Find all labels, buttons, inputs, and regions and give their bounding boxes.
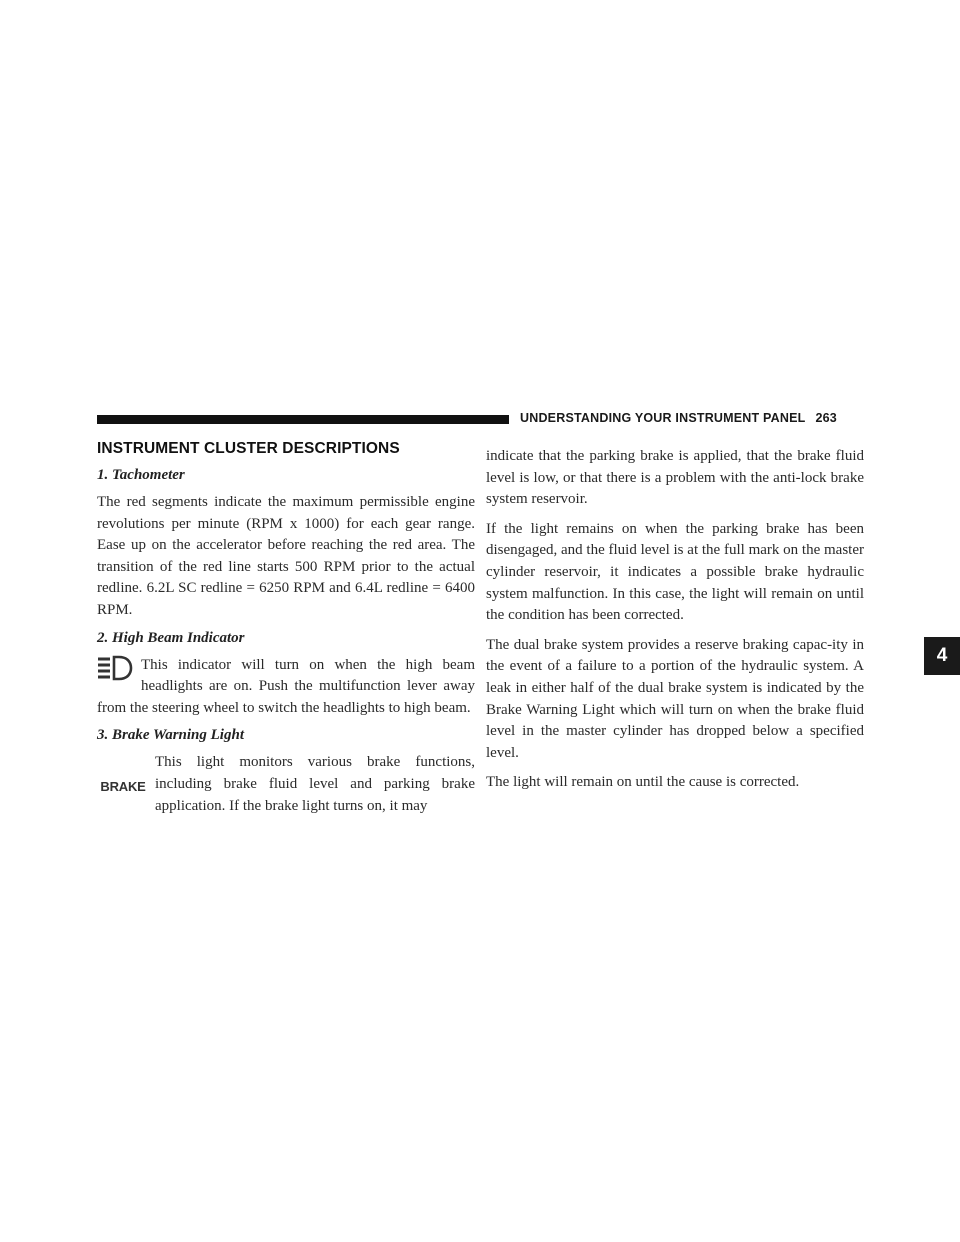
high-beam-title: 2. High Beam Indicator	[97, 629, 245, 646]
section-heading: INSTRUMENT CLUSTER DESCRIPTIONS	[97, 440, 400, 457]
brake-continued-paragraph: indicate that the parking brake is applied, that the brake fluid level is low, or that there is a problem with the anti-lock brake system reservoir.	[486, 448, 864, 508]
dual-brake-paragraph: The dual brake system provides a reserve braking capac-ity in the event of a failure to a portion of the hydraulic system. A leak in either half of the dual brake system is indicated by the Brake Warning Light which will turn on when the brake fluid level in the master cylinder has dropped below a specified level.	[486, 636, 864, 761]
brake-malfunction-paragraph: If the light remains on when the parking brake has been disengaged, and the fluid level is at the full mark on the master cylinder reservoir, it indicates a possible brake hydraulic system malfunction. In this case, the light will remain on until the condition has been corrected.	[486, 520, 864, 624]
high-beam-block	[97, 655, 475, 728]
brake-warning-icon	[97, 764, 149, 808]
left-column	[97, 440, 475, 825]
light-remains-paragraph: The light will remain on until the cause is corrected.	[486, 774, 800, 791]
tachometer-title: 1. Tachometer	[97, 467, 185, 483]
right-column	[486, 446, 864, 802]
tachometer-body: The red segments indicate the maximum permissible engine revolutions per minute (RPM x 1000) for each gear range. Ease up on the accelerator before reaching the red area. The transition of the red line starts 500 RPM prior to the actual redline. 6.2L SC redline = 6250 RPM and 6.4L redline = 6400 RPM.	[97, 494, 475, 618]
chapter-tab: 4	[924, 637, 960, 675]
high-beam-body: This indicator will turn on when the high beam headlights are on. Push the multifunction lever away from the steering wheel to switch the headlights to high beam.	[97, 656, 475, 716]
brake-icon-label: BRAKE	[100, 778, 146, 794]
section-title: UNDERSTANDING YOUR INSTRUMENT PANEL	[520, 411, 806, 425]
running-header	[520, 411, 837, 425]
header-rule	[97, 415, 509, 424]
brake-title: 3. Brake Warning Light	[97, 727, 244, 744]
brake-block	[97, 752, 475, 825]
page-number: 263	[815, 411, 837, 425]
brake-body: This light monitors various brake functions, including brake fluid level and parking brake application. If the brake light turns on, it may	[155, 754, 475, 814]
high-beam-icon	[97, 655, 133, 685]
